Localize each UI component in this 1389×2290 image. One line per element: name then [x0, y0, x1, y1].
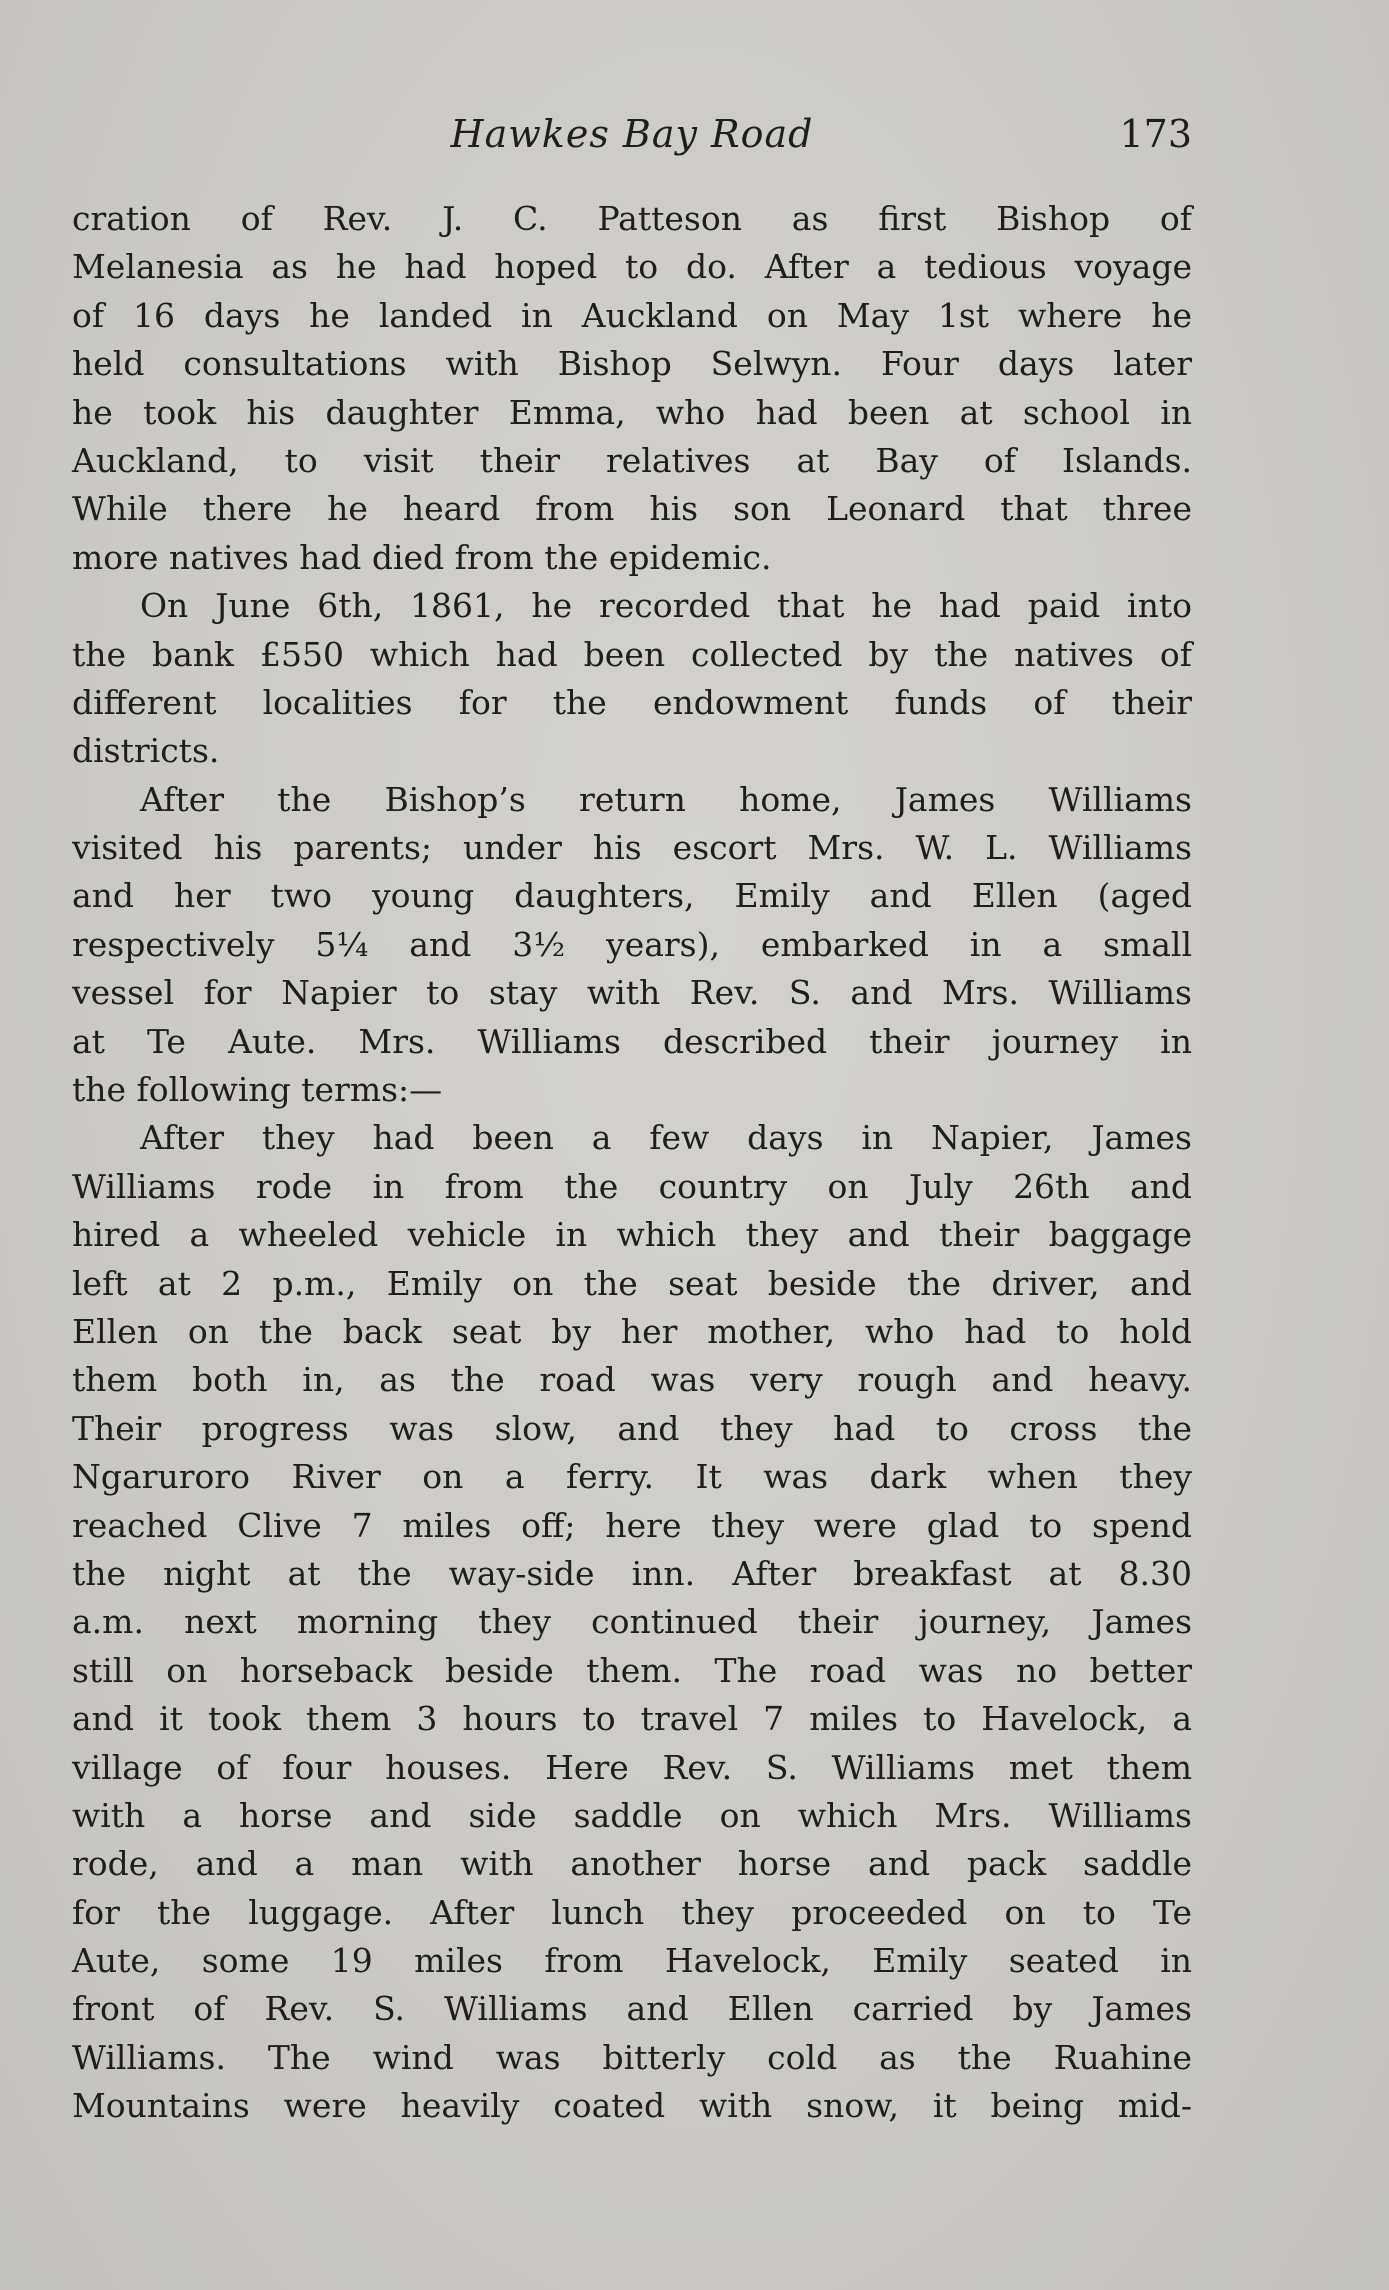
body-text — [72, 195, 1192, 2131]
text-line: After they had been a few days in Napier, James — [140, 1118, 1192, 1158]
text-line: and it took them 3 hours to travel 7 miles to Havelock, a — [72, 1699, 1192, 1739]
text-line: reached Clive 7 miles off; here they were glad to spend — [72, 1505, 1192, 1545]
text-line: Auckland, to visit their relatives at Bay of Islands. — [72, 440, 1192, 480]
text-line: different localities for the endowment funds of their — [72, 682, 1192, 722]
text-line: still on horseback beside them. The road was no better — [72, 1650, 1192, 1690]
page-number: 173 — [1119, 112, 1192, 156]
text-line: of 16 days he landed in Auckland on May 1st where he — [72, 295, 1192, 335]
text-line: On June 6th, 1861, he recorded that he had paid into — [140, 586, 1192, 626]
text-line: Williams. The wind was bitterly cold as the Ruahine — [72, 2037, 1192, 2077]
text-line: the bank £550 which had been collected by the natives of — [72, 634, 1192, 674]
text-line: rode, and a man with another horse and pack saddle — [72, 1844, 1192, 1884]
text-line: with a horse and side saddle on which Mrs. Williams — [72, 1795, 1192, 1835]
text-line: Williams rode in from the country on July 26th and — [72, 1166, 1192, 1206]
text-line: vessel for Napier to stay with Rev. S. and Mrs. Williams — [72, 973, 1192, 1013]
text-line: Mountains were heavily coated with snow, it being mid- — [72, 2086, 1192, 2126]
text-line: Ellen on the back seat by her mother, who had to hold — [72, 1311, 1192, 1351]
text-line: respectively 5¼ and 3½ years), embarked in a small — [72, 924, 1192, 964]
running-head — [72, 112, 1192, 168]
text-line: a.m. next morning they continued their journey, James — [72, 1602, 1192, 1642]
text-line: left at 2 p.m., Emily on the seat beside the driver, and — [72, 1263, 1192, 1303]
text-line: more natives had died from the epidemic. — [72, 537, 772, 577]
text-line: the night at the way-side inn. After breakfast at 8.30 — [72, 1553, 1192, 1593]
text-line: hired a wheeled vehicle in which they and their baggage — [72, 1215, 1192, 1255]
text-line: cration of Rev. J. C. Patteson as first Bishop of — [72, 199, 1192, 238]
text-line: and her two young daughters, Emily and Ellen (aged — [72, 876, 1192, 916]
text-line: for the luggage. After lunch they proceeded on to Te — [72, 1892, 1192, 1932]
text-line: Ngaruroro River on a ferry. It was dark when they — [72, 1457, 1192, 1497]
text-line: at Te Aute. Mrs. Williams described their journey in — [72, 1021, 1192, 1061]
text-line: districts. — [72, 731, 220, 771]
text-line: he took his daughter Emma, who had been at school in — [72, 392, 1192, 432]
text-line: front of Rev. S. Williams and Ellen carried by James — [72, 1989, 1192, 2029]
text-line: the following terms:— — [72, 1070, 443, 1110]
text-line: While there he heard from his son Leonard that three — [72, 489, 1192, 529]
text-line: Aute, some 19 miles from Havelock, Emily seated in — [72, 1941, 1192, 1981]
text-line: village of four houses. Here Rev. S. Williams met them — [72, 1747, 1192, 1787]
text-line: Melanesia as he had hoped to do. After a tedious voyage — [72, 247, 1192, 287]
text-line: them both in, as the road was very rough and heavy. — [72, 1360, 1192, 1400]
text-line: Their progress was slow, and they had to cross the — [72, 1408, 1192, 1448]
text-line: After the Bishop’s return home, James Williams — [140, 779, 1192, 819]
text-line: held consultations with Bishop Selwyn. Four days later — [72, 344, 1192, 384]
text-line: visited his parents; under his escort Mrs. W. L. Williams — [72, 828, 1192, 868]
running-title: Hawkes Bay Road — [450, 112, 814, 156]
